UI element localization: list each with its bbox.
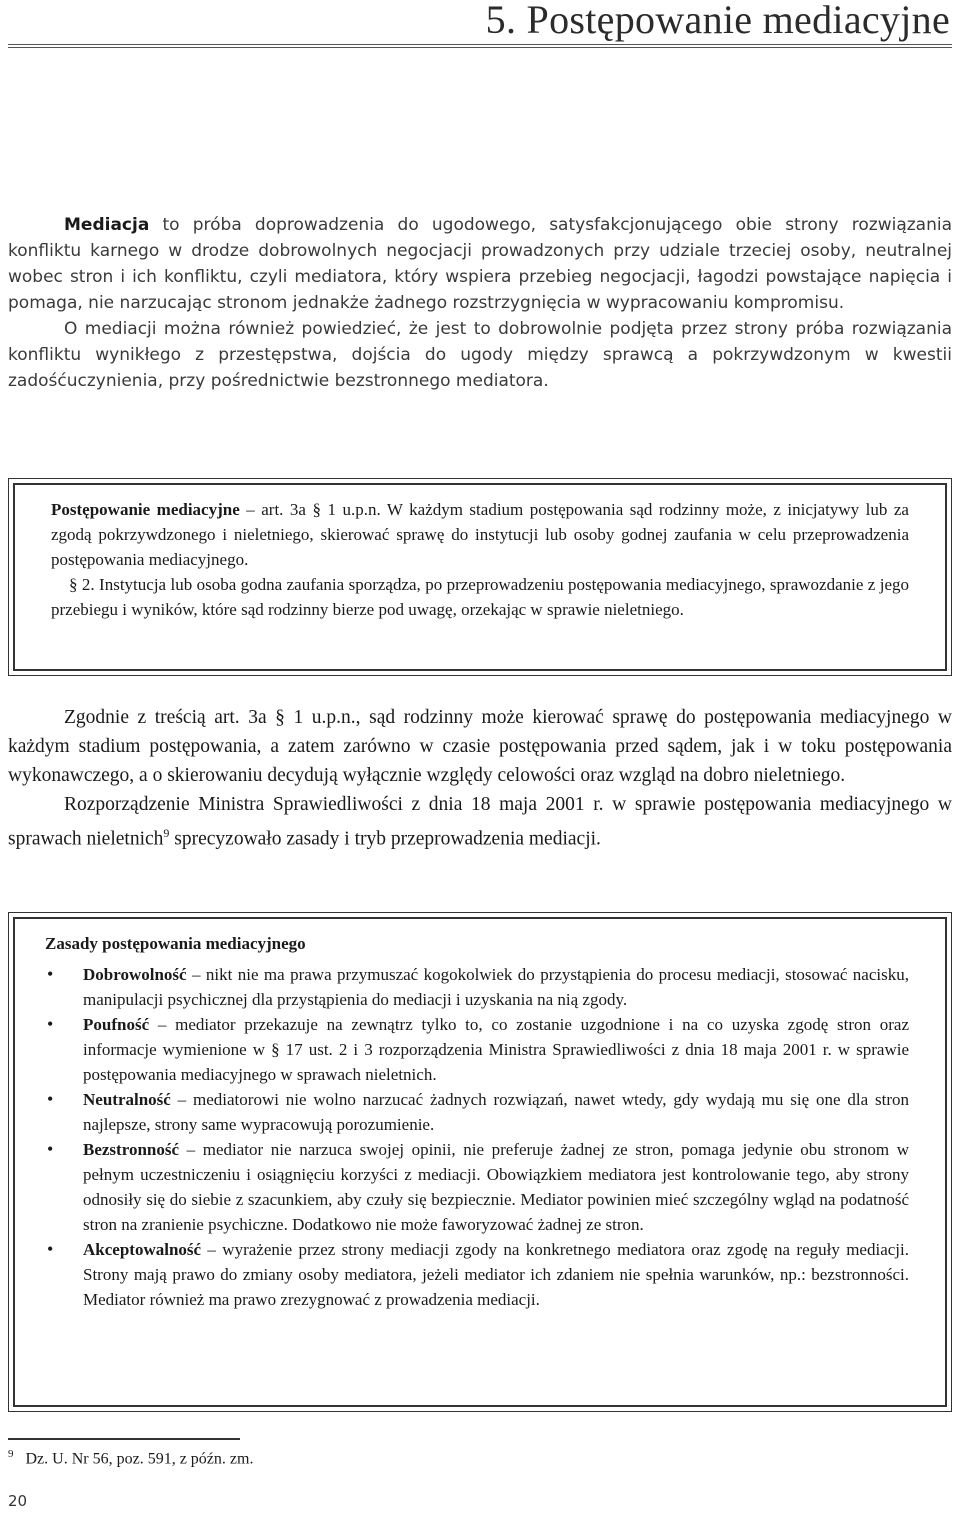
list-item bbox=[45, 1087, 909, 1137]
page-number: 20 bbox=[8, 1492, 28, 1510]
body-paragraph-1: Zgodnie z treścią art. 3a § 1 u.p.n., sąd rodzinny może kierować sprawę do postępowania mediacyjnego w każdym stadium postępowania, a zatem zarówno w czasie postępowania przed sądem, jak i w toku postępowania wykonawczego, a o skierowaniu decydują wyłącznie względy celowości oraz wzgląd na dobro nieletniego. bbox=[8, 707, 952, 786]
statute-box bbox=[8, 478, 952, 676]
list-item bbox=[45, 1012, 909, 1087]
statute-box-inner bbox=[13, 483, 947, 671]
statute-paragraph-2: § 2. Instytucja lub osoba godna zaufania sporządza, po przeprowadzeniu postępowania mediacyjnego, sprawozdanie z jego przebiegu i wyników, które sąd rodzinny bierze pod uwagę, orzekając w sprawie nieletniego. bbox=[51, 575, 909, 619]
list-item bbox=[45, 1137, 909, 1237]
body-paragraph-2 bbox=[8, 790, 952, 854]
principle-text: – mediator przekazuje na zewnątrz tylko to, co zostanie uzgodnione i na co uzyska zgodę stron oraz informacje wymienione w § 17 ust. 2 i 3 rozporządzenia Ministra Sprawiedliwości z dnia 18 maja 2001 r. w sprawie postępowania mediacyjnego w sprawach nieletnich. bbox=[83, 1015, 909, 1084]
term-mediation: Mediacja bbox=[64, 215, 150, 235]
bullet-icon: • bbox=[47, 1139, 54, 1159]
definition-text: to próba doprowadzenia do ugodowego, satysfakcjonującego obie strony rozwiązania konfliktu karnego w drodze dobrowolnych negocjacji prowadzonych przy udziale trzeciej osoby, neutralnej wobec stron i ich konfliktu, czyli mediatora, który wspiera przebieg negocjacji, łagodzi powstające napięcia i pomaga, nie narzucając stronom jednakże żadnego rozstrzygnięcia w wypracowaniu kompromisu. bbox=[8, 215, 952, 313]
principles-heading bbox=[45, 931, 909, 956]
statute-citation: – art. 3a § 1 u.p.n. bbox=[239, 500, 387, 519]
bullet-icon: • bbox=[47, 1014, 54, 1034]
principle-term: Akceptowalność bbox=[83, 1240, 202, 1259]
principles-box-inner bbox=[13, 917, 947, 1407]
statute-heading: Postępowanie mediacyjne bbox=[51, 500, 240, 519]
principle-term: Dobrowolność bbox=[83, 965, 187, 984]
principle-term: Neutralność bbox=[83, 1090, 171, 1109]
principles-list bbox=[45, 962, 909, 1312]
chapter-title: 5. Postępowanie mediacyjne bbox=[485, 0, 950, 42]
footnote-number: 9 bbox=[8, 1448, 14, 1460]
regulation-text: Rozporządzenie Ministra Sprawiedliwości z dnia 18 maja 2001 r. w sprawie postępowania mediacyjnego w sprawach nieletnich bbox=[8, 794, 952, 850]
footnote-reference[interactable]: 9 bbox=[163, 826, 170, 840]
intro-paragraph-second: O mediacji można również powiedzieć, że jest to dobrowolnie podjęta przez strony próba rozwiązania konfliktu wynikłego z przestępstwa, dojścia do ugody między sprawcą a pokrzywdzonym w kwestii zadośćuczynienia, przy pośrednictwie bezstronnego mediatora. bbox=[8, 319, 952, 391]
statute-text-1: W każdym stadium postępowania sąd rodzinny może, z inicjatywy lub za zgodą pokrzywdzonego i nieletniego, skierować sprawę do instytucji lub osoby godnej zaufania w celu przeprowadzenia postępowania mediacyjnego. bbox=[51, 500, 909, 569]
list-item bbox=[45, 962, 909, 1012]
footnote-text: Dz. U. Nr 56, poz. 591, z późn. zm. bbox=[25, 1450, 254, 1468]
principle-text: – mediatorowi nie wolno narzucać żadnych rozwiązań, nawet wtedy, gdy wydają mu się one dla stron najlepsze, strony same wypracowują porozumienie. bbox=[83, 1090, 909, 1134]
principle-text: – mediator nie narzuca swojej opinii, nie preferuje żadnej ze stron, pomaga jedynie obu stronom w pełnym uczestniczeniu i osiągnięciu korzyści z mediacji. Obowiązkiem mediatora jest kontrolowanie tego, aby strony odnosiły się do siebie z szacunkiem, aby czuły się bezpiecznie. Mediator powinien mieć szczególny wgląd na podatność stron na zranienie psychiczne. Dodatkowo nie może faworyzować żadnej ze stron. bbox=[83, 1140, 909, 1234]
principle-term: Bezstronność bbox=[83, 1140, 180, 1159]
list-item bbox=[45, 1237, 909, 1312]
principle-term: Poufność bbox=[83, 1015, 150, 1034]
intro-paragraph-definition bbox=[8, 212, 952, 316]
principles-heading-text: Zasady postępowania mediacyjnego bbox=[45, 934, 306, 953]
bullet-icon: • bbox=[47, 964, 54, 984]
body-section bbox=[8, 703, 952, 854]
regulation-text-end: sprecyzowało zasady i tryb przeprowadzenia mediacji. bbox=[169, 828, 601, 850]
statute-paragraph-1 bbox=[51, 497, 909, 572]
principle-text: – nikt nie ma prawa przymuszać kogokolwiek do przystąpienia do procesu mediacji, stosować nacisku, manipulacji psychicznej dla przystąpienia do mediacji i uzyskania na nią zgody. bbox=[83, 965, 909, 1009]
principles-box bbox=[8, 912, 952, 1412]
bullet-icon: • bbox=[47, 1089, 54, 1109]
title-divider bbox=[8, 44, 952, 48]
bullet-icon: • bbox=[47, 1239, 54, 1259]
footnote-divider bbox=[8, 1438, 240, 1440]
principle-text: – wyrażenie przez strony mediacji zgody na konkretnego mediatora oraz zgodę na reguły mediacji. Strony mają prawo do zmiany osoby mediatora, jeżeli mediator ich zdaniem nie spełnia warunków, np.: bezstronności. Mediator również ma prawo zrezygnować z prowadzenia mediacji. bbox=[83, 1240, 909, 1309]
footnote bbox=[8, 1448, 253, 1468]
intro-section bbox=[8, 212, 952, 394]
